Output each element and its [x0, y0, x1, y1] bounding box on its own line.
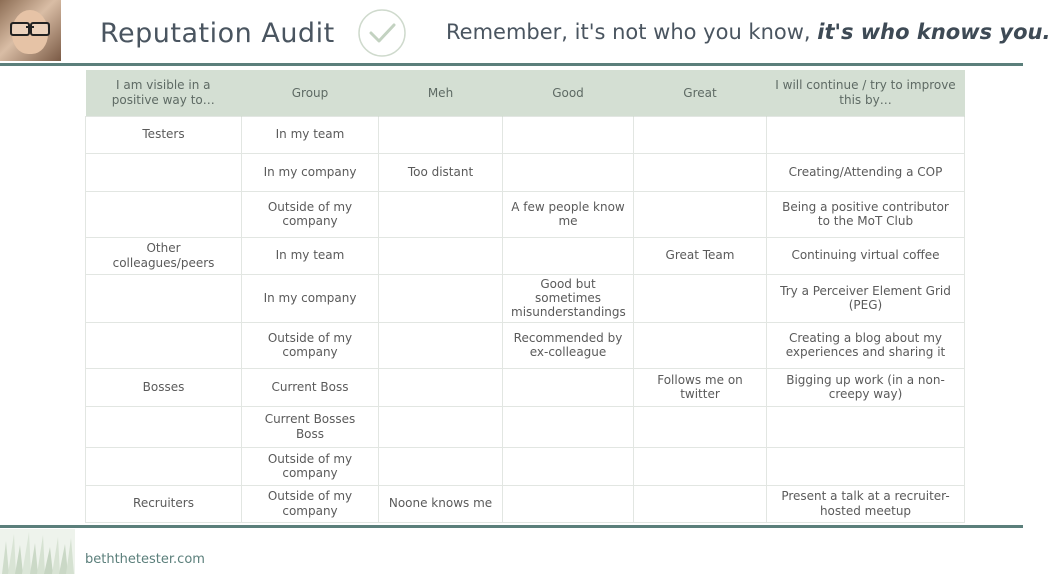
cell-group: In my team [242, 237, 379, 274]
table-header-row [86, 70, 965, 116]
header-improve-by: I will continue / try to improve this by… [767, 70, 965, 116]
cell-audience: Testers [86, 116, 242, 153]
cell-improve: Present a talk at a recruiter-hosted meetup [767, 485, 965, 522]
cell-meh [379, 406, 503, 447]
table-row [86, 368, 965, 406]
cell-improve [767, 406, 965, 447]
cell-good: Good but sometimes misunderstandings [503, 274, 634, 322]
cell-meh [379, 191, 503, 237]
cell-improve: Bigging up work (in a non-creepy way) [767, 368, 965, 406]
table-row [86, 447, 965, 485]
cell-great [634, 191, 767, 237]
quote-emphasis-text: it's who knows you. [817, 20, 1050, 44]
cell-great [634, 274, 767, 322]
table-row [86, 406, 965, 447]
cell-great [634, 447, 767, 485]
cell-good [503, 237, 634, 274]
cell-group: Outside of my company [242, 447, 379, 485]
cell-meh [379, 447, 503, 485]
cell-improve: Being a positive contributor to the MoT Club [767, 191, 965, 237]
cell-audience [86, 322, 242, 368]
grass-decoration-icon [0, 529, 75, 574]
header-great: Great [634, 70, 767, 116]
cell-audience [86, 406, 242, 447]
cell-great [634, 322, 767, 368]
cell-group: Outside of my company [242, 191, 379, 237]
table-row [86, 485, 965, 522]
cell-group: Outside of my company [242, 322, 379, 368]
cell-meh [379, 322, 503, 368]
table-row [86, 153, 965, 191]
cell-improve [767, 116, 965, 153]
cell-improve: Creating/Attending a COP [767, 153, 965, 191]
cell-audience: Other colleagues/peers [86, 237, 242, 274]
cell-great [634, 116, 767, 153]
cell-great: Great Team [634, 237, 767, 274]
cell-improve: Try a Perceiver Element Grid (PEG) [767, 274, 965, 322]
cell-meh [379, 116, 503, 153]
cell-group: Outside of my company [242, 485, 379, 522]
avatar [0, 0, 61, 61]
cell-audience [86, 274, 242, 322]
table-row [86, 322, 965, 368]
cell-meh: Noone knows me [379, 485, 503, 522]
header-quote [446, 20, 1050, 44]
cell-good: Recommended by ex-colleague [503, 322, 634, 368]
cell-audience: Recruiters [86, 485, 242, 522]
cell-group: In my company [242, 153, 379, 191]
cell-meh: Too distant [379, 153, 503, 191]
cell-improve [767, 447, 965, 485]
cell-good [503, 153, 634, 191]
slide-header [0, 0, 1050, 64]
cell-good: A few people know me [503, 191, 634, 237]
cell-improve: Creating a blog about my experiences and sharing it [767, 322, 965, 368]
header-divider [0, 63, 1023, 66]
cell-group: In my company [242, 274, 379, 322]
header-meh: Meh [379, 70, 503, 116]
cell-group: Current Boss [242, 368, 379, 406]
cell-improve: Continuing virtual coffee [767, 237, 965, 274]
table-row [86, 237, 965, 274]
footer-divider [0, 525, 1023, 528]
page-title: Reputation Audit [100, 18, 335, 49]
cell-great: Follows me on twitter [634, 368, 767, 406]
cell-meh [379, 274, 503, 322]
checkmark-circle-icon [357, 8, 407, 58]
header-good: Good [503, 70, 634, 116]
cell-good [503, 447, 634, 485]
header-visible-to: I am visible in a positive way to… [86, 70, 242, 116]
header-group: Group [242, 70, 379, 116]
cell-great [634, 153, 767, 191]
cell-meh [379, 368, 503, 406]
cell-group: Current Bosses Boss [242, 406, 379, 447]
cell-great [634, 406, 767, 447]
cell-audience: Bosses [86, 368, 242, 406]
footer-site-link[interactable]: beththetester.com [85, 552, 205, 567]
table-row [86, 274, 965, 322]
cell-group: In my team [242, 116, 379, 153]
table-row [86, 116, 965, 153]
cell-audience [86, 153, 242, 191]
cell-audience [86, 191, 242, 237]
glasses-bridge [26, 26, 34, 28]
cell-audience [86, 447, 242, 485]
cell-meh [379, 237, 503, 274]
reputation-audit-table [85, 70, 965, 523]
cell-good [503, 406, 634, 447]
quote-plain-text: Remember, it's not who you know, [446, 20, 811, 44]
cell-good [503, 485, 634, 522]
cell-great [634, 485, 767, 522]
cell-good [503, 116, 634, 153]
table-row [86, 191, 965, 237]
cell-good [503, 368, 634, 406]
